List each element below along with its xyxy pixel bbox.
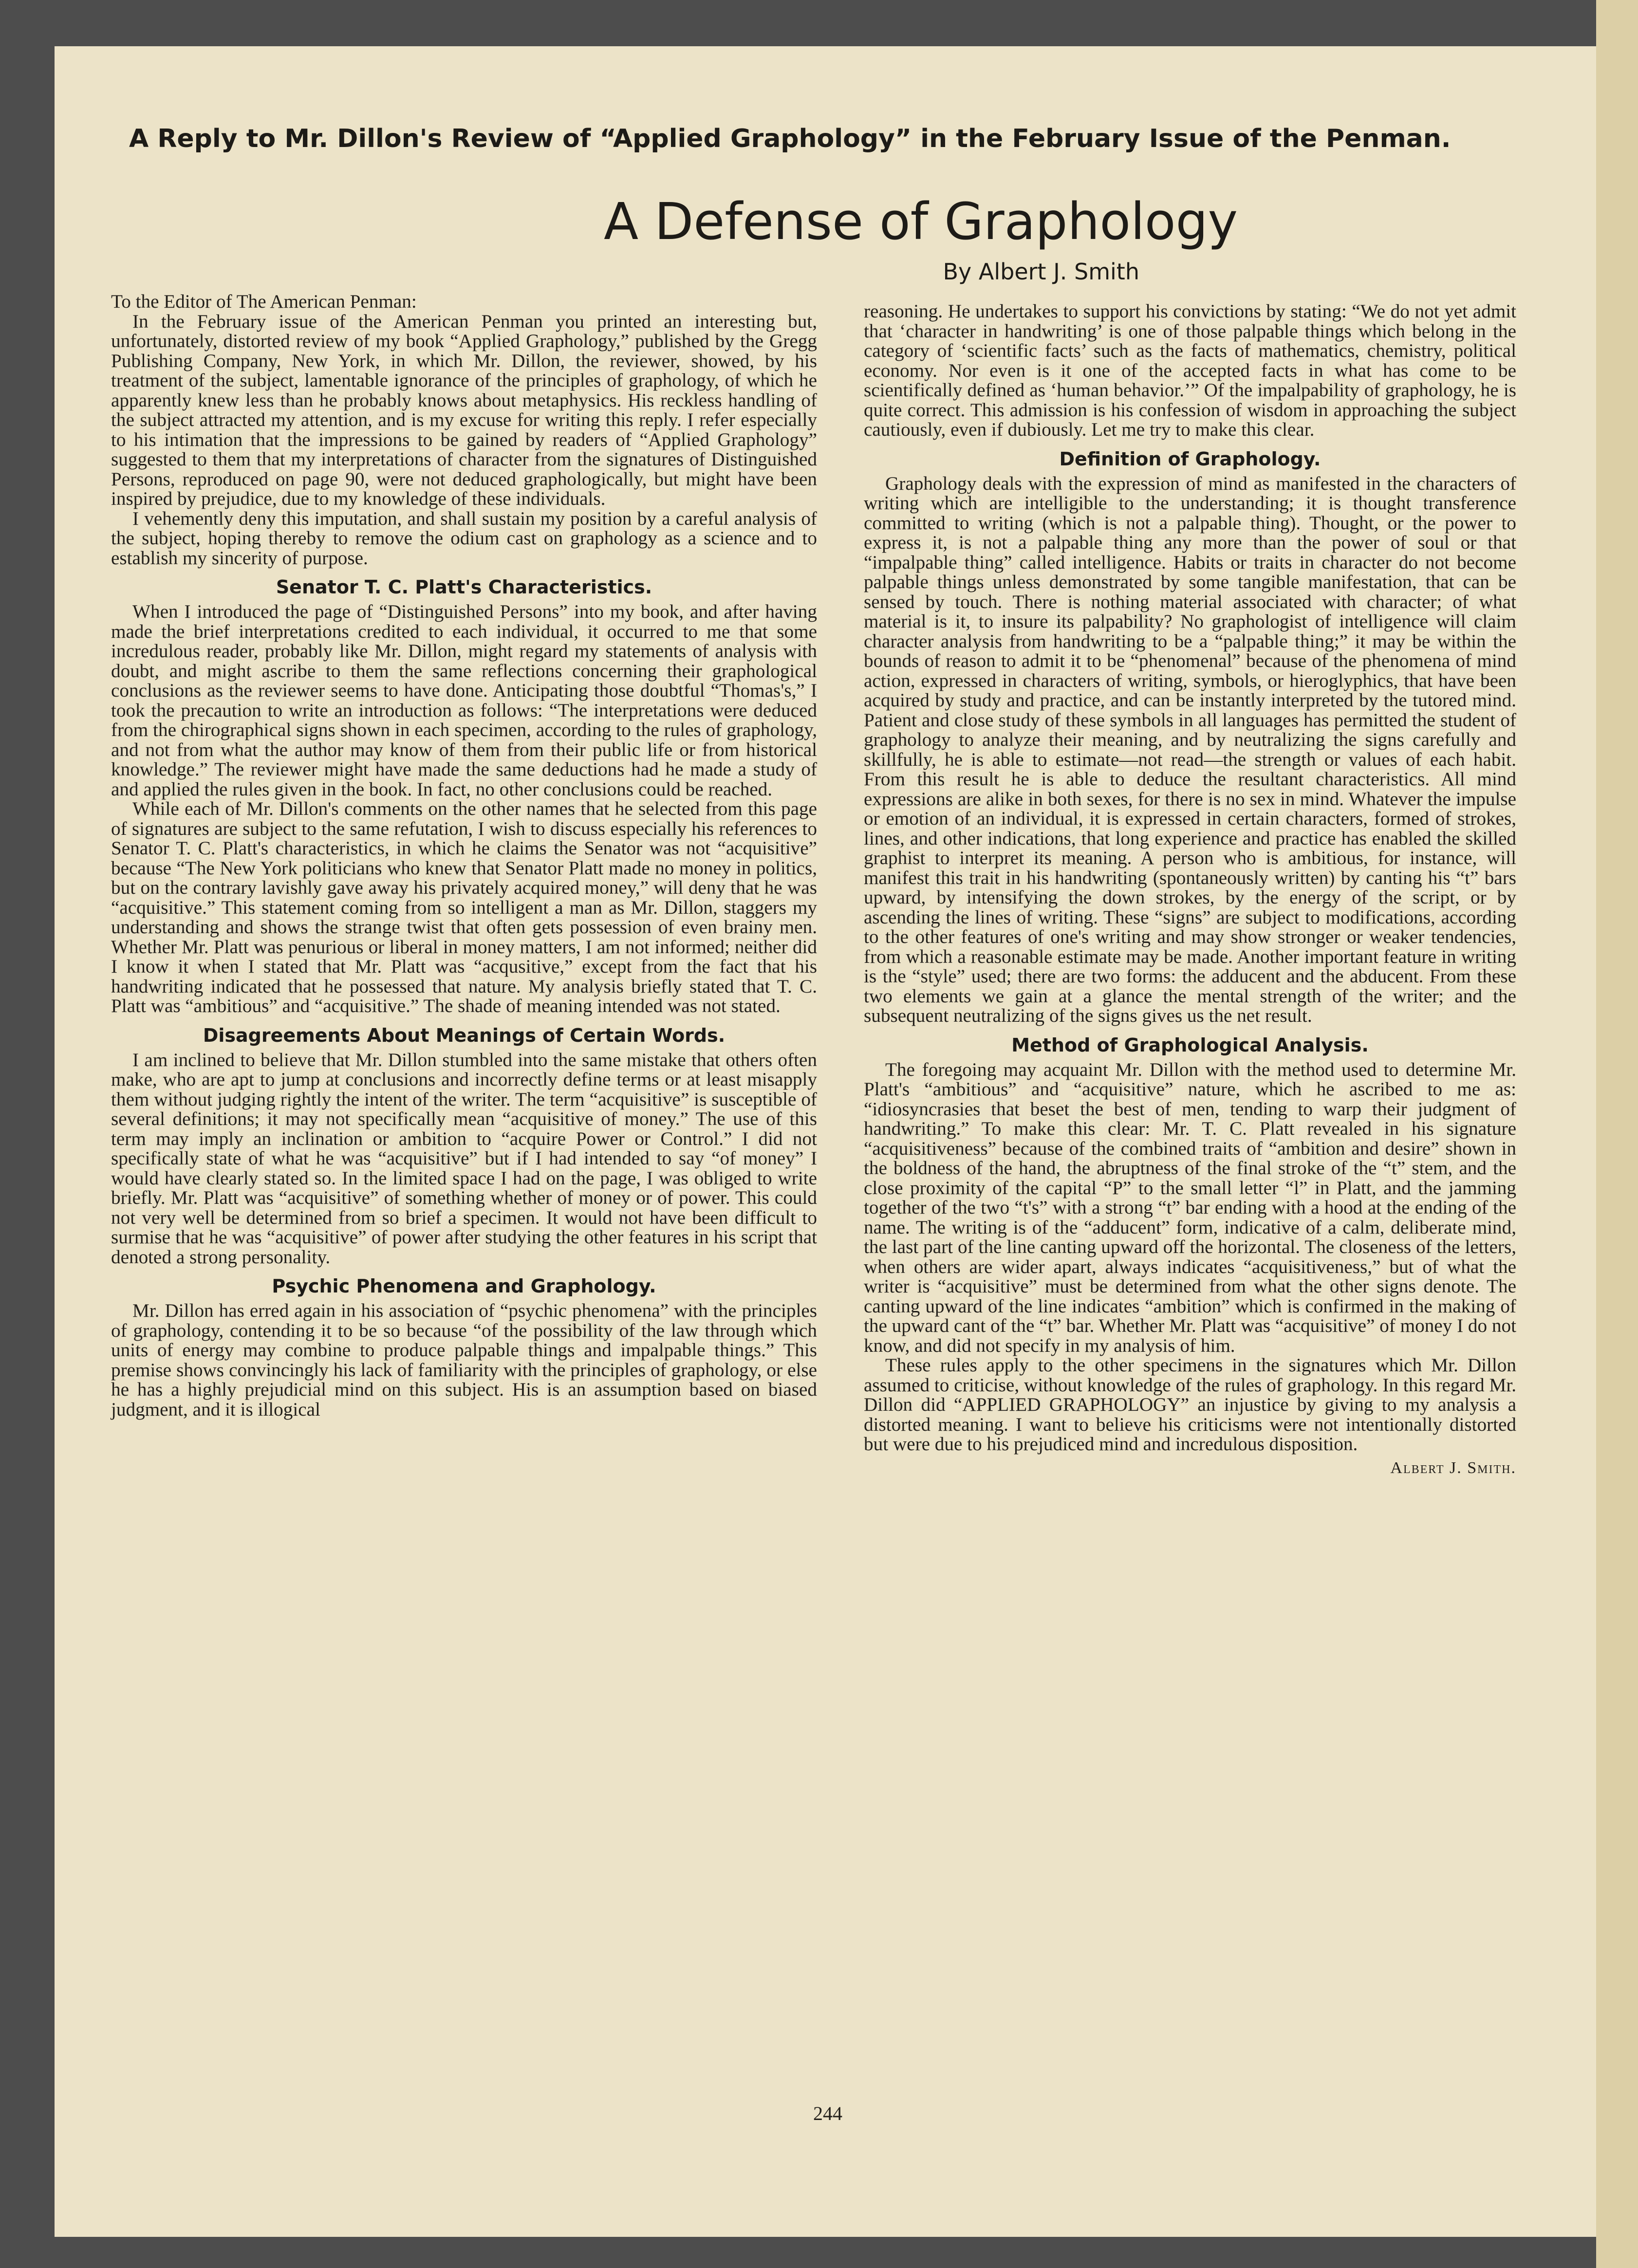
paragraph: In the February issue of the American Penman you printed an interesting but, unfortunately, distorted review of my book “Applied Graphology,” published by the Gregg Publishing Company, New York, in which Mr. Dillon, the reviewer, showed, by his treatment of the subject, lamentable ignorance of the principles of graphology, of which he apparently knew less than he probably knows about metaphysics. His reckless handling of the subject attracted my attention, and is my excuse for writing this reply. I refer especially to his intimation that the impressions to be gained by readers of “Applied Graphology” suggested to them that my interpretations of character from the signatures of Distinguished Persons, reproduced on page 90, were not deduced graphologically, but might have been inspired by prejudice, due to my knowledge of these individuals.: [111, 311, 817, 509]
paragraph: These rules apply to the other specimens in the signatures which Mr. Dillon assumed to criticise, without knowledge of the rules of graphology. In this regard Mr. Dillon did “APPLIED GRAPHOLOGY” an injustice by giving to my analysis a distorted meaning. I want to believe his criticisms were not intentionally distorted but were due to his prejudiced mind and incredulous disposition.: [864, 1355, 1516, 1455]
paragraph: When I introduced the page of “Distinguished Persons” into my book, and after having made the brief interpretations credited to each individual, it occurred to me that some incredulous reader, probably like Mr. Dillon, might regard my statements of analysis with doubt, and might ascribe to them the same reflections concerning their graphological conclusions as the reviewer seems to have done. Anticipating those doubtful “Thomas's,” I took the precaution to write an introduction as follows: “The interpretations were deduced from the chirographical signs shown in each specimen, according to the rules of graphology, and not from what the author may know of them from their public life or from historical knowledge.” The reviewer might have made the same deductions had he made a study of and applied the rules given in the book. In fact, no other conclusions could be reached.: [111, 601, 817, 800]
paragraph: reasoning. He undertakes to support his convictions by stating: “We do not yet admit that ‘character in handwriting’ is one of those palpable things which belong in the category of ‘scientific facts’ such as the facts of mathematics, chemistry, political economy. Nor even is it one of the accepted facts in what has come to be scientifically defined as ‘human behavior.’” Of the impalpability of graphology, he is quite correct. This admission is his confession of wisdom in approaching the subject cautiously, even if dubiously. Let me try to make this clear.: [864, 301, 1516, 440]
right-column: [864, 302, 1516, 1478]
article-kicker: A Reply to Mr. Dillon's Review of “Applied Graphology” in the February Issue of the Penman.: [129, 124, 1451, 153]
paragraph: I am inclined to believe that Mr. Dillon stumbled into the same mistake that others often make, who are apt to jump at conclusions and incorrectly define terms or at least misapply them without judging rightly the intent of the writer. The term “acquisitive” is susceptible of several definitions; it may not specifically mean “acquisitive of money.” The use of this term may imply an inclination or ambition to “acquire Power or Control.” I did not specifically state of what he was “acquisitive” but if I had intended to say “of money” I would have clearly stated so. In the limited space I had on the page, I was obliged to write briefly. Mr. Platt was “acquisitive” of something whether of money or of power. This could not very well be determined from so brief a specimen. It would not have been difficult to surmise that he was “acquisitive” of power after studying the other features in his script that denoted a strong personality.: [111, 1049, 817, 1268]
section-heading: Disagreements About Meanings of Certain Words.: [203, 1024, 726, 1046]
paragraph: The foregoing may acquaint Mr. Dillon with the method used to determine Mr. Platt's “ambitious” and “acquisitive” nature, which he ascribed to me as: “idiosyncrasies that beset the best of men, tending to warp their judgment of handwriting.” To make this clear: Mr. T. C. Platt revealed in his signature “acquisitiveness” because of the combined traits of “ambition and desire” shown in the boldness of the hand, the abruptness of the final stroke of the “t” stem, and the close proximity of the capital “P” to the small letter “l” in Platt, and the jamming together of the two “t's” with a strong “t” bar ending with a hood at the ending of the name. The writing is of the “adducent” form, indicative of a calm, deliberate mind, the last part of the line canting upward off the horizontal. The closeness of the letters, when others are wider apart, always indicates “acquisitiveness,” but of what the writer is “acquisitive” must be determined from what the other signs denote. The canting upward of the line indicates “ambition” which is confirmed in the making of the upward cant of the “t” bar. Whether Mr. Platt was “acquisitive” of money I do not know, and did not specify in my analysis of him.: [864, 1059, 1516, 1356]
section-heading: Psychic Phenomena and Graphology.: [272, 1275, 656, 1297]
section-heading: Method of Graphological Analysis.: [1011, 1034, 1369, 1056]
article-byline: By Albert J. Smith: [943, 258, 1139, 285]
section-heading: Senator T. C. Platt's Characteristics.: [276, 576, 652, 598]
section-heading: Definition of Graphology.: [1059, 448, 1321, 470]
paragraph: Mr. Dillon has erred again in his association of “psychic phenomena” with the principles of graphology, contending it to be so because “of the possibility of the law through which units of energy may combine to produce palpable things and impalpable things.” This premise shows convincingly his lack of familiarity with the principles of graphology, or else he has a highly prejudicial mind on this subject. His is an assumption based on biased judgment, and it is illogical: [111, 1300, 817, 1420]
page-number: 244: [813, 2102, 842, 2124]
adjacent-page-edge: [1596, 0, 1638, 2268]
article-title: A Defense of Graphology: [604, 192, 1238, 251]
paragraph: While each of Mr. Dillon's comments on the other names that he selected from this page of signatures are subject to the same refutation, I wish to discuss especially his references to Senator T. C. Platt's characteristics, in which he claims the Senator was not “acquisitive” because “The New York politicians who knew that Senator Platt made no money in politics, but on the contrary lavishly gave away his privately acquired money,” will deny that he was “acquisitive.” This statement coming from so intelligent a man as Mr. Dillon, staggers my understanding and shows the strange twist that often gets possession of even brainy men. Whether Mr. Platt was penurious or liberal in money matters, I am not informed; neither did I know it when I stated that Mr. Platt was “acqusitive,” except from the fact that his handwriting indicated that he possessed that nature. My analysis briefly stated that T. C. Platt was “ambitious” and “acquisitive.” The shade of meaning intended was not stated.: [111, 798, 817, 1016]
left-column: [111, 292, 817, 1420]
author-signature: Albert J. Smith.: [1390, 1458, 1516, 1477]
paragraph: I vehemently deny this imputation, and shall sustain my position by a careful analysis of the subject, hoping thereby to remove the odium cast on graphology as a science and to establish my sincerity of purpose.: [111, 508, 817, 569]
paragraph: Graphology deals with the expression of mind as manifested in the characters of writing which are intelligible to the understanding; it is thought transference committed to writing (which is not a palpable thing). Thought, or the power to express it, is not a palpable thing any more than the power of soul or that “impalpable thing” called intelligence. Habits or traits in character do not become palpable things unless demonstrated by some tangible manifestation, that can be sensed by touch. There is nothing material associated with character; of what material is it, to insure its palpability? No graphologist of intelligence will claim character analysis from handwriting to be a “palpable thing;” it may be within the bounds of reason to admit it to be “phenomenal” because of the phenomena of mind action, expressed in characters of writing, symbols, or hieroglyphics, that have been acquired by study and practice, and can be instantly interpreted by the tutored mind. Patient and close study of these symbols in all languages has permitted the student of graphology to analyze their meaning, and by neutralizing the signs carefully and skillfully, he is able to estimate—not read—the strength or values of each habit. From this result he is able to deduce the resultant characteristics. All mind expressions are alike in both sexes, for there is no sex in mind. Whatever the impulse or emotion of an individual, it is expressed in certain characters, formed of strokes, lines, and other indications, that long experience and practice has enabled the skilled graphist to interpret its meaning. A person who is ambitious, for instance, will manifest this trait in his handwriting (spontaneously written) by canting his “t” bars upward, by intensifying the down strokes, by the energy of the script, or by ascending the lines of writing. These “signs” are subject to modifications, according to the other features of one's writing and may show stronger or weaker tendencies, from which a reasonable estimate may be made. Another important feature in writing is the “style” used; there are two forms: the adducent and the abducent. From these two elements we gain at a glance the mental strength of the writer; and the subsequent neutralizing of the signs gives us the net result.: [864, 473, 1516, 1026]
salutation: To the Editor of The American Penman:: [111, 291, 417, 312]
